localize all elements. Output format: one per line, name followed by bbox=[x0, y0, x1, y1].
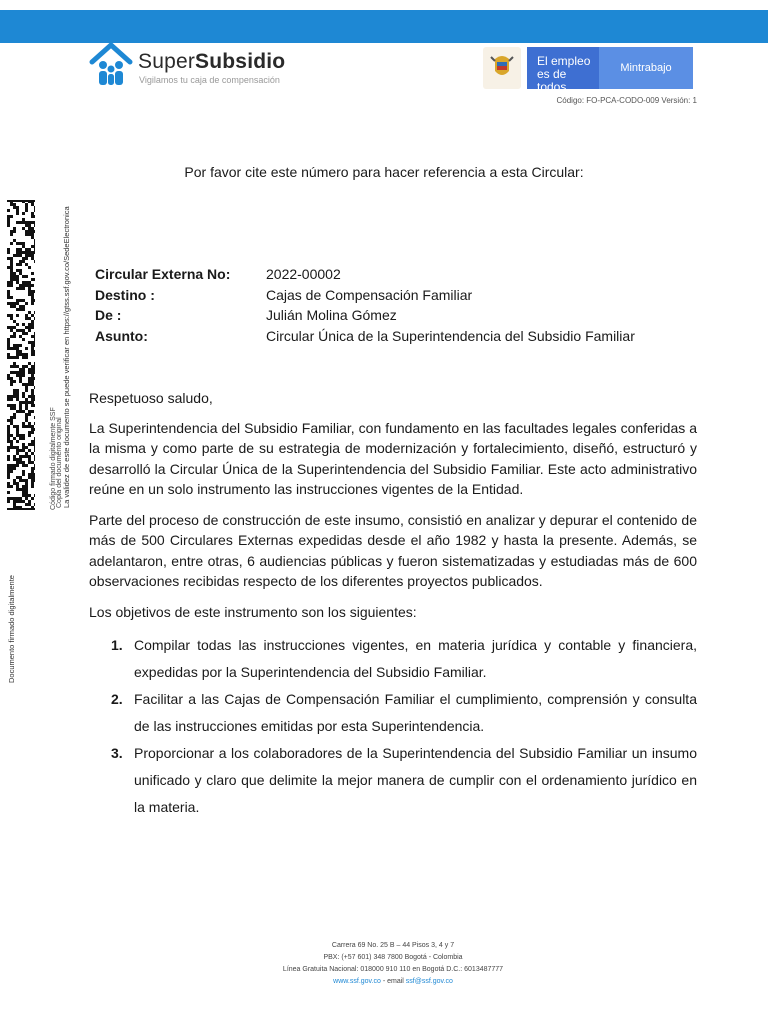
supersubsidio-logo bbox=[88, 40, 303, 90]
list-text: Proporcionar a los colaboradores de la Superintendencia del Subsidio Familiar un insumo unificado y claro que delimite la mejor manera de cumplir con el ordenamiento jurídico en la materia. bbox=[134, 745, 697, 815]
footer-contact bbox=[0, 976, 768, 988]
footer-address: Carrera 69 No. 25 B – 44 Pisos 3, 4 y 7 bbox=[331, 942, 455, 949]
logo-wordmark: SuperSubsidio bbox=[138, 50, 286, 73]
mintrabajo-badge: Mintrabajo bbox=[599, 47, 693, 89]
qr-code-icon bbox=[7, 200, 35, 510]
meta-value: Circular Única de la Superintendencia del Subsidio Familiar bbox=[266, 327, 635, 344]
greeting: Respetuoso saludo, bbox=[89, 390, 213, 406]
verification-note: La validez de este documento se puede verificar en https://gtss.ssf.gov.co/SedeElectronica bbox=[62, 206, 71, 508]
meta-value: 2022-00002 bbox=[266, 266, 341, 282]
circular-metadata bbox=[95, 264, 635, 346]
header-bar bbox=[0, 10, 768, 43]
email-label: - email bbox=[382, 978, 404, 985]
meta-row bbox=[95, 326, 635, 347]
el-empleo-badge: El empleo es de todos bbox=[527, 47, 599, 89]
meta-row bbox=[95, 285, 635, 306]
list-number: 1. bbox=[111, 637, 123, 653]
list-item bbox=[89, 632, 697, 686]
document-body bbox=[89, 388, 697, 821]
coat-of-arms-icon bbox=[483, 47, 521, 89]
paragraph-objectives: Los objetivos de este instrumento son los siguientes: bbox=[89, 603, 417, 620]
meta-label: De : bbox=[95, 307, 122, 323]
cite-instruction: Por favor cite este número para hacer referencia a esta Circular: bbox=[184, 164, 584, 180]
meta-label: Circular Externa No: bbox=[95, 266, 231, 282]
meta-row bbox=[95, 305, 635, 326]
paragraph-process: Parte del proceso de construcción de este insumo, consistió en analizar y depurar el contenido de más de 500 Circulares Externas expedidas desde el año 1982 y hasta la presente. Además, se adelantaron, entre otras, 6 audiencias públicas y fueron sistematizadas y estudiadas más de 600 observaciones recibidas respecto de los diferentes proyectos publicados. bbox=[89, 511, 697, 589]
meta-label: Destino : bbox=[95, 286, 155, 303]
meta-value: Julián Molina Gómez bbox=[266, 307, 397, 323]
list-text: Facilitar a las Cajas de Compensación Familiar el cumplimiento, comprensión y consulta de las instrucciones emitidas por esta Superintendencia. bbox=[134, 691, 697, 734]
meta-label: Asunto: bbox=[95, 327, 148, 344]
document-code: Código: FO-PCA-CODO-009 Versión: 1 bbox=[556, 96, 697, 105]
list-item bbox=[89, 740, 697, 821]
paragraph-intro: La Superintendencia del Subsidio Familiar, con fundamento en las facultades legales conferidas a la misma y como parte de su estrategia de modernización y fortalecimiento, diseñó, estructuró y desarrolló la Circular Única de la Superintendencia del Subsidio Familiar. Este acto administrativo reúne en un solo instrumento las instrucciones vigentes de la Entidad. bbox=[89, 419, 697, 497]
footer bbox=[0, 940, 768, 988]
house-people-icon bbox=[88, 40, 134, 90]
list-item bbox=[89, 686, 697, 740]
email-link[interactable]: ssf@ssf.gov.co bbox=[405, 978, 453, 985]
list-number: 3. bbox=[111, 745, 123, 761]
meta-value: Cajas de Compensación Familiar bbox=[266, 286, 473, 303]
website-link[interactable]: www.ssf.gov.co bbox=[333, 978, 381, 985]
objectives-list bbox=[89, 632, 697, 821]
footer-hotline: Línea Gratuita Nacional: 018000 910 110 en Bogotá D.C.: 6013487777 bbox=[282, 966, 504, 973]
footer-pbx: PBX: (+57 601) 348 7800 Bogotá - Colombia bbox=[323, 954, 463, 961]
meta-row bbox=[95, 264, 635, 285]
list-text: Compilar todas las instrucciones vigentes, en materia jurídica y contable y financiera, expedidas por la Superintendencia del Subsidio Familiar. bbox=[134, 637, 697, 680]
logo-tagline: Vigilamos tu caja de compensación bbox=[139, 75, 280, 85]
list-number: 2. bbox=[111, 691, 123, 707]
signed-note: Documento firmado digitalmente bbox=[7, 575, 16, 683]
qr-caption-b: Copia del documento original bbox=[56, 417, 63, 508]
qr-caption-a: Código firmado digitalmente SSF bbox=[50, 407, 57, 510]
government-banner bbox=[483, 47, 693, 94]
